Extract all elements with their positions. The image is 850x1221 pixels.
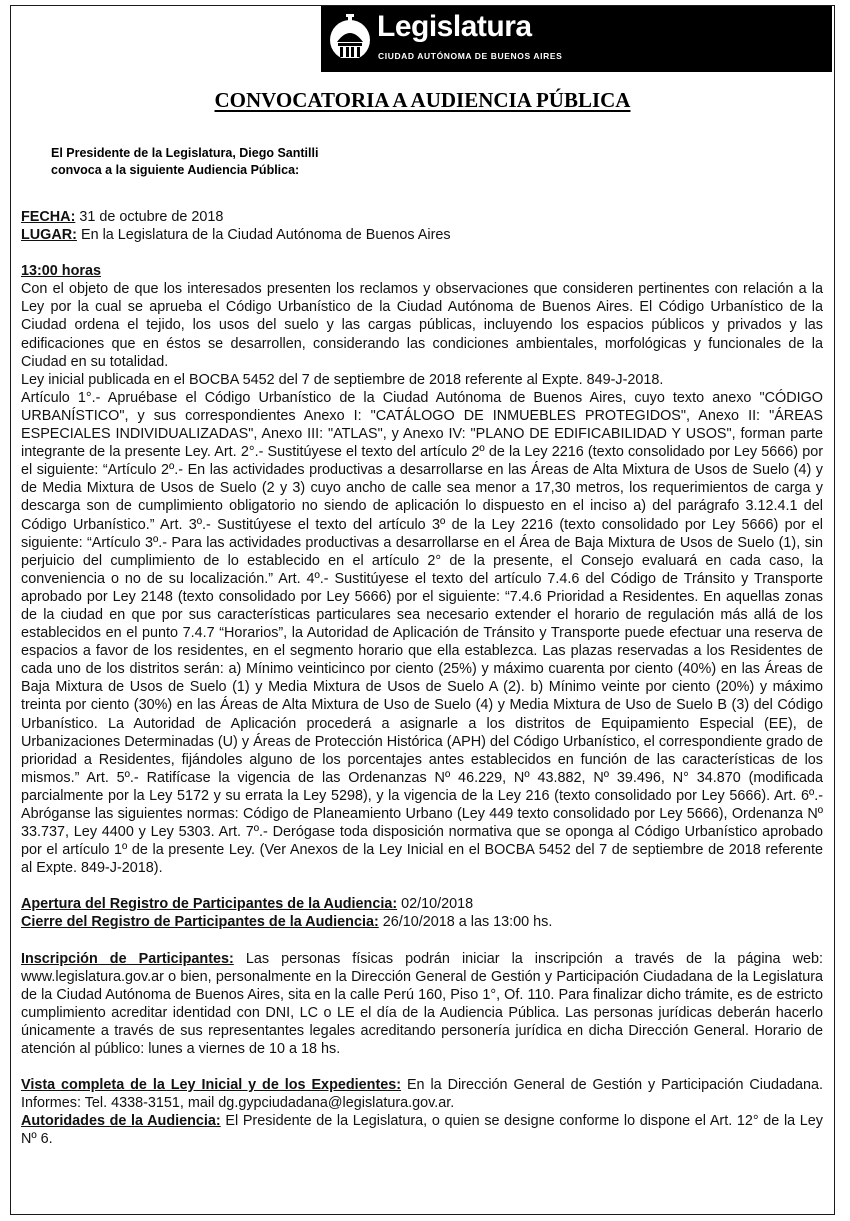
vista-value: En la Dirección General de Gestión y Participación Ciudadana. Informes: Tel. 4338-3151, mail dg.gypciudadana@legislatura.gov.ar. (21, 1077, 824, 1112)
autoridades-paragraph (21, 1112, 823, 1148)
intro-line-2: convoca a la siguiente Audiencia Pública: (51, 163, 300, 177)
spacer (21, 932, 823, 950)
fecha-label: FECHA: (21, 209, 76, 225)
paragraph-objeto: Con el objeto de que los interesados presenten los reclamos y observaciones que consideren pertinentes con relación a la Ley por la cual se aprueba el Código Urbanístico de la Ciudad Autónoma de Buenos Aires. El Código Urbanístico de la Ciudad ordena el tejido, los usos del suelo y las cargas públicas, incluyendo los espacios públicos y privados y las edificaciones que en éstos se desarrollen, considerando las condiciones ambientales, morfológicas y funcionales de la Ciudad en su totalidad. (21, 281, 823, 370)
spacer (21, 877, 823, 895)
autoridades-label: Autoridades de la Audiencia: (21, 1113, 221, 1130)
apertura-line (21, 895, 823, 913)
fecha-line (21, 208, 823, 226)
cierre-value: 26/10/2018 a las 13:00 hs. (378, 914, 553, 931)
page-title (11, 88, 834, 113)
notice-body (21, 208, 823, 1149)
lugar-value: En la Legislatura de la Ciudad Autónoma de Buenos Aires (76, 227, 451, 244)
spacer (21, 244, 823, 262)
paragraph-articulos: Artículo 1°.- Apruébase el Código Urbanístico de la Ciudad Autónoma de Buenos Aires, cuyo texto anexo "CÓDIGO URBANÍSTICO", y sus correspondientes Anexo I: "CATÁLOGO DE INMUEBLES PROTEGIDOS", Anexo II: "ÁREAS ESPECIALES INDIVIDUALIZADAS", Anexo III: "ATLAS", y Anexo IV: "PLANO DE EDIFICABILIDAD Y USOS", forman parte integrante de la presente Ley. Art. 2°.- Sustitúyese el texto del artículo 2º de la Ley 2216 (texto consolidado por Ley 5666) por el siguiente: “Artículo 2º.- En las actividades productivas a desarrollarse en las Áreas de Alta Mixtura de Usos de Suelo (4) y de Media Mixtura de Usos de Suelo (2 y 3) cuyo ancho de calle sea menor a 17,30 metros, los requerimientos de carga y descarga son de cumplimiento obligatorio no siendo de aplicación lo dispuesto en el inciso a) del parágrafo 3.12.4.1 del Código Urbanístico.” Art. 3º.- Sustitúyese el texto del artículo 3º de la Ley 2216 (texto consolidado por Ley 5666) por el siguiente: “Artículo 3º.- Para las actividades productivas a desarrollarse en el Área de Baja Mixtura de Usos de Suelo (1), sin perjuicio del cumplimiento de lo establecido en el artículo 2° de la presente, el Consejo evaluará en cada caso, la conveniencia o no de su localización.” Art. 4º.- Sustitúyese el texto del artículo 7.4.6 del Código de Tránsito y Transporte aprobado por Ley 2148 (texto consolidado por Ley 5666) por el siguiente: “7.4.6 Prioridad a Residentes. En aquellas zonas de la ciudad en que por sus características particulares sea necesario extender el horario de regulación más allá de los establecidos en el punto 7.4.7 “Horarios”, la Autoridad de Aplicación de Tránsito y Transporte puede efectuar una reserva de espacios a favor de los residentes, en el segmento horario que ella establezca. Las plazas reservadas a los Residentes de cada uno de los distritos serán: a) Mínimo veinticinco por ciento (25%) y máximo cuarenta por ciento (40%) en las Áreas de Baja Mixtura de Usos de Suelo (1) y Media Mixtura de Usos de Suelo A (2). b) Mínimo veinte por ciento (20%) y máximo treinta por ciento (30%) en las Áreas de Alta Mixtura de Uso de Suelo (4) y Media Mixtura de Uso de Suelo B (3) del Código Urbanístico. La Autoridad de Aplicación procederá a asignarle a los distritos de Equipamiento Especial (EE), de Urbanizaciones Determinadas (U) y Áreas de Protección Histórica (APH) del Código Urbanístico, el correspondiente grado de prioridad a Residentes, fijándoles alguno de los porcentajes antes establecidos en función de las características de los mismos.” Art. 5º.- Ratifícase la vigencia de las Ordenanzas Nº 46.229, Nº 43.882, Nº 39.496, N° 34.870 (modificada parcialmente por la Ley 5172 y su errata la Ley 5298), y la vigencia de la Ley 216 (texto consolidado por Ley 5666). Art. 6º.- Abróganse las siguientes normas: Código de Planeamiento Urbano (Ley 449 texto consolidado por Ley 5666), Ordenanza Nº 33.737, Ley 4400 y Ley 5303. Art. 7º.- Derógase toda disposición normativa que se oponga al Código Urbanístico aprobado por el artículo 1º de la presente Ley. (Ver Anexos de la Ley Inicial en el BOCBA 5452 del 7 de septiembre de 2018 referente al Expte. 849-J-2018). (21, 389, 823, 877)
apertura-value: 02/10/2018 (397, 896, 474, 913)
logo-subtitle: CIUDAD AUTÓNOMA DE BUENOS AIRES (378, 51, 563, 61)
fecha-value: 31 de octubre de 2018 (75, 209, 224, 225)
header (11, 6, 834, 72)
logo-title: Legislatura (377, 10, 532, 43)
spacer (21, 1058, 823, 1076)
intro (51, 145, 318, 179)
cierre-label: Cierre del Registro de Participantes de la Audiencia: (21, 914, 379, 931)
hora-line (21, 262, 823, 280)
vista-label: Vista completa de la Ley Inicial y de los Expedientes: (21, 1077, 402, 1094)
apertura-label: Apertura del Registro de Participantes de la Audiencia: (21, 896, 398, 913)
intro-line-1: El Presidente de la Legislatura, Diego Santilli (51, 146, 319, 160)
inscripcion-value: Las personas físicas podrán iniciar la inscripción a través de la página web: www.legislatura.gov.ar o bien, personalmente en la Dirección General de Gestión y Participación Ciudadana de la Legislatura de la Ciudad Autónoma de Buenos Aires, sita en la calle Perú 160, Piso 1°, Of. 110. Para finalizar dicho trámite, es de estricto cumplimiento acreditar identidad con DNI, LC o LE el día de la Audiencia Pública. Las personas jurídicas deberán hacerlo únicamente a través de sus representantes legales acreditando personería jurídica en dicha Dirección General. Horario de atención al público: lunes a viernes de 10 a 18 hs. (21, 950, 823, 1058)
inscripcion-paragraph (21, 950, 823, 1059)
vista-paragraph (21, 1076, 823, 1112)
page-title-text: CONVOCATORIA A AUDIENCIA PÚBLICA (214, 88, 631, 112)
legislature-building-icon (329, 12, 371, 66)
cierre-line (21, 913, 823, 931)
legislatura-logo (321, 6, 832, 72)
hora-label: 13:00 horas (21, 263, 101, 280)
notice-page (10, 5, 835, 1215)
lugar-label: LUGAR: (21, 227, 77, 244)
lugar-line (21, 226, 823, 244)
paragraph-ley-inicial: Ley inicial publicada en el BOCBA 5452 del 7 de septiembre de 2018 referente al Expte. 849-J-2018. (21, 371, 664, 388)
inscripcion-label: Inscripción de Participantes: (21, 950, 234, 967)
autoridades-value: El Presidente de la Legislatura, o quien se designe conforme lo dispone el Art. 12° de la Ley Nº 6. (21, 1113, 823, 1148)
